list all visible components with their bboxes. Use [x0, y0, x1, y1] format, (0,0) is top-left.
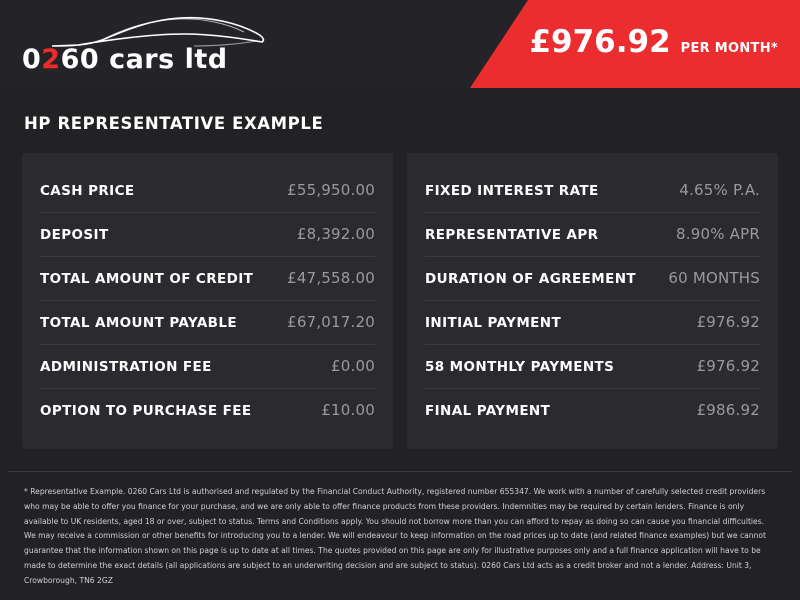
- right-details-panel: [407, 153, 778, 449]
- table-row: [40, 213, 375, 257]
- row-value: £55,950.00: [287, 181, 375, 199]
- row-label: FIXED INTEREST RATE: [425, 183, 599, 199]
- row-value: 8.90% APR: [676, 225, 760, 243]
- table-row: [425, 345, 760, 389]
- row-value: £976.92: [696, 357, 760, 375]
- row-label: TOTAL AMOUNT PAYABLE: [40, 315, 237, 331]
- row-value: 60 MONTHS: [668, 269, 760, 287]
- finance-details: [22, 153, 778, 449]
- legal-footnote: * Representative Example. 0260 Cars Ltd is authorised and regulated by the Financial Conduct Authority, registered number 655347. We work with a number of carefully selected credit providers who may be able to offer you finance for your purchase, and we are only able to offer finance products from these providers. Indemnities may be required by certain lenders. Finance is only available to UK residents, aged 18 or over, subject to status. Terms and Conditions apply. You should not borrow more than you can afford to repay as doing so can cause you financial difficulties. We may receive a commission or other benefits for introducing you to a lender. We will endeavour to keep information on the road prices up to date (and related finance examples) but we cannot guarantee that the information shown on this page is up to date at all times. The quotes provided on this page are only for illustrative purposes only and a full finance application will have to be made to determine the exact details (all applications are subject to an underwriting decision and are subject to status). 0260 Cars Ltd acts as a credit broker and not a lender. Address: Unit 3, Crowborough, TN6 2GZ: [24, 487, 767, 585]
- monthly-price-amount: £976.92: [529, 24, 671, 60]
- row-label: DURATION OF AGREEMENT: [425, 271, 636, 287]
- row-label: 58 MONTHLY PAYMENTS: [425, 359, 615, 375]
- logo-text-prefix: 0: [22, 44, 42, 75]
- logo-text-suffix: 60 cars ltd: [60, 44, 228, 75]
- table-row: [40, 257, 375, 301]
- row-value: £0.00: [331, 357, 375, 375]
- table-row: [425, 213, 760, 257]
- table-row: [40, 345, 375, 389]
- row-label: OPTION TO PURCHASE FEE: [40, 403, 252, 419]
- monthly-price-content: [529, 24, 778, 60]
- table-row: [425, 169, 760, 213]
- row-value: £8,392.00: [296, 225, 375, 243]
- page-title: HP REPRESENTATIVE EXAMPLE: [24, 114, 324, 133]
- row-label: TOTAL AMOUNT OF CREDIT: [40, 271, 254, 287]
- divider: [8, 471, 792, 472]
- row-label: ADMINISTRATION FEE: [40, 359, 212, 375]
- table-row: [425, 257, 760, 301]
- row-label: REPRESENTATIVE APR: [425, 227, 599, 243]
- monthly-price-period: PER MONTH*: [680, 41, 778, 56]
- row-value: £67,017.20: [287, 313, 375, 331]
- table-row: [40, 301, 375, 345]
- row-label: FINAL PAYMENT: [425, 403, 551, 419]
- row-label: INITIAL PAYMENT: [425, 315, 562, 331]
- row-value: £976.92: [696, 313, 760, 331]
- row-value: £10.00: [321, 401, 375, 419]
- row-label: CASH PRICE: [40, 183, 135, 199]
- company-name: [22, 44, 228, 75]
- table-row: [40, 389, 375, 433]
- table-row: [425, 389, 760, 433]
- row-value: £986.92: [696, 401, 760, 419]
- left-details-panel: [22, 153, 393, 449]
- page-header: [0, 0, 800, 88]
- row-label: DEPOSIT: [40, 227, 109, 243]
- company-logo: [22, 10, 282, 80]
- logo-text-accent: 2: [41, 44, 61, 75]
- row-value: 4.65% P.A.: [679, 181, 760, 199]
- table-row: [425, 301, 760, 345]
- table-row: [40, 169, 375, 213]
- row-value: £47,558.00: [287, 269, 375, 287]
